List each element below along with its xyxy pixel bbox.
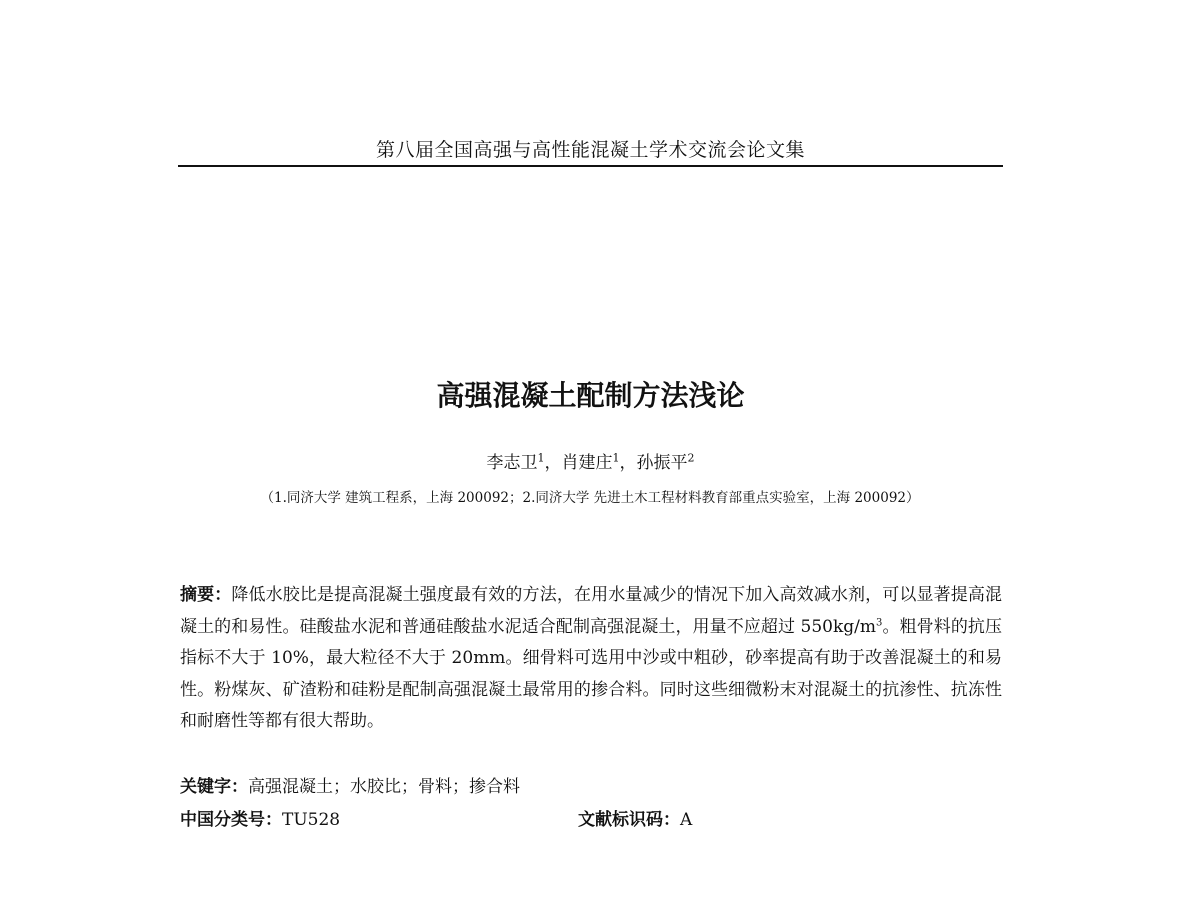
author-name: 孙振平 [636, 453, 688, 473]
abstract-label: 摘要： [180, 585, 232, 605]
classification-label: 中国分类号： [180, 810, 282, 830]
abstract-superscript: 3 [876, 616, 883, 628]
document-code-value: A [680, 810, 693, 830]
header-rule [178, 165, 1003, 167]
author-affiliation-mark: 1 [537, 451, 545, 465]
running-header: 第八届全国高强与高性能混凝土学术交流会论文集 [375, 139, 805, 161]
abstract-text-continued: 。粗骨料的抗压指标不大于 10%，最大粒径不大于 20mm。细骨料可选用中沙或中粗砂，砂率提高有助于改善混凝土的和易性。粉煤灰、矿渣粉和硅粉是配制高强混凝土最常用的掺合料。同时这些细微粉末对混凝土的抗渗性、抗冻性和耐磨性等都有很大帮助。 [180, 616, 1003, 731]
author-list [178, 450, 1003, 476]
document-code [578, 805, 692, 835]
keywords [180, 772, 1002, 802]
classification-value: TU528 [282, 810, 341, 830]
author-affiliation-mark: 2 [687, 451, 695, 465]
affiliation: （1.同济大学 建筑工程系，上海 200092；2.同济大学 先进土木工程材料教育部重点实验室，上海 200092） [260, 490, 920, 506]
document-code-label: 文献标识码： [578, 810, 680, 830]
author-name: 李志卫 [486, 453, 538, 473]
author-separator: ， [619, 453, 637, 473]
paper-title: 高强混凝土配制方法浅论 [436, 379, 745, 412]
abstract-text: 降低水胶比是提高混凝土强度最有效的方法，在用水量减少的情况下加入高效减水剂，可以显著提高混凝土的和易性。硅酸盐水泥和普通硅酸盐水泥适合配制高强混凝土，用量不应超过 550kg/m [180, 585, 1003, 637]
abstract [180, 580, 1002, 738]
author-affiliation-mark: 1 [612, 451, 620, 465]
author-separator: ， [544, 453, 562, 473]
keywords-label: 关键字： [180, 777, 248, 797]
author-name: 肖建庄 [561, 453, 613, 473]
keywords-text: 高强混凝土；水胶比；骨料；掺合料 [248, 777, 520, 797]
classification-line [180, 805, 1002, 835]
